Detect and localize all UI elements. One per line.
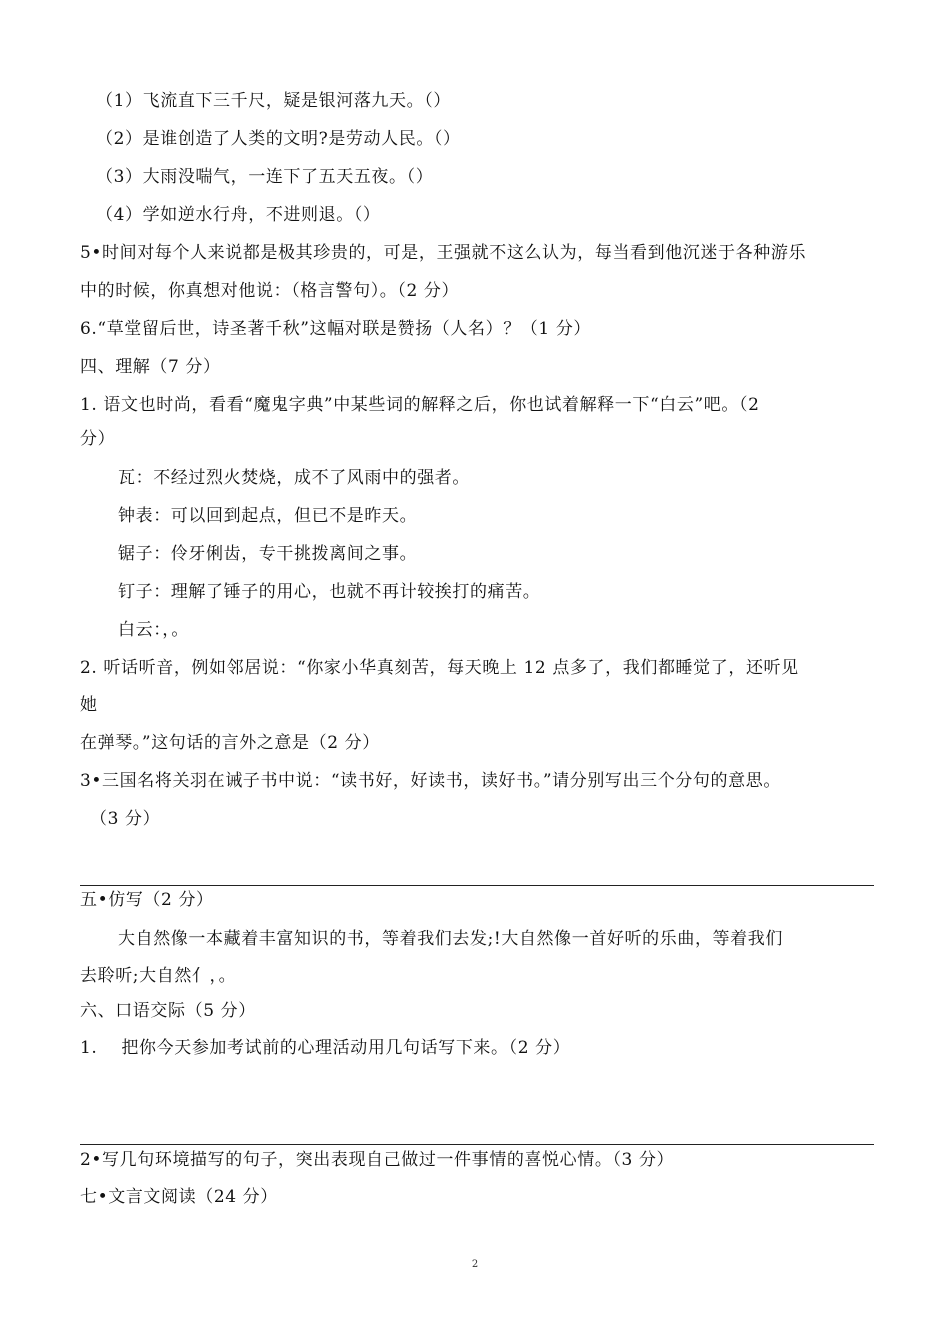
question-item: 去聆听;大自然亻，。 [80,966,237,986]
question-item: 在弹琴。”这句话的言外之意是（2 分） [80,733,380,753]
question-item: 1. 语文也时尚，看看“魔鬼字典”中某些词的解释之后，你也试着解释一下“白云”吧。（2 [80,395,760,415]
section-heading: 七•文言文阅读（24 分） [80,1187,278,1207]
section-heading: 四、理解（7 分） [80,357,221,377]
question-item: （1）飞流直下三千尺，疑是银河落九天。（） [96,91,451,111]
answer-line [80,885,874,886]
question-item: 她 [80,695,98,715]
question-item: 1. 把你今天参加考试前的心理活动用几句话写下来。（2 分） [80,1038,571,1058]
example-item: 钉子：理解了锤子的用心，也就不再计较挨打的痛苦。 [118,582,541,602]
question-item: 5•时间对每个人来说都是极其珍贵的，可是，王强就不这么认为，每当看到他沉迷于各种游乐 [80,243,807,263]
section-heading: 六、口语交际（5 分） [80,1001,256,1021]
question-item: 2. 听话听音，例如邻居说：“你家小华真刻苦，每天晚上 12 点多了，我们都睡觉了，还听见 [80,658,799,678]
example-item: 锯子：伶牙俐齿，专干挑拨离间之事。 [118,544,418,564]
example-item: 瓦：不经过烈火焚烧，成不了风雨中的强者。 [118,468,470,488]
question-item: （3 分） [90,809,161,829]
question-item: 中的时候，你真想对他说：（格言警句）。（2 分） [80,281,460,301]
question-item: 6.“草堂留后世，诗圣著千秋”这幅对联是赞扬（人名）？（1 分） [80,319,592,339]
example-item: 白云：，。 [118,620,189,640]
section-heading: 五•仿写（2 分） [80,890,214,910]
example-item: 钟表：可以回到起点，但已不是昨天。 [118,506,418,526]
question-item: 3•三国名将关羽在诫子书中说：“读书好，好读书，读好书。”请分别写出三个分句的意思。 [80,771,781,791]
question-item: （2）是谁创造了人类的文明?是劳动人民。（） [96,129,461,149]
question-item: （3）大雨没喘气，一连下了五天五夜。（） [96,167,434,187]
question-item: （4）学如逆水行舟，不进则退。（） [96,205,381,225]
page-number: 2 [471,1259,479,1270]
question-item: 2•写几句环境描写的句子，突出表现自己做过一件事情的喜悦心情。（3 分） [80,1150,675,1170]
question-item: 分） [80,429,116,449]
answer-line [80,1144,874,1145]
question-item: 大自然像一本藏着丰富知识的书，等着我们去发;!大自然像一首好听的乐曲，等着我们 [118,929,783,949]
